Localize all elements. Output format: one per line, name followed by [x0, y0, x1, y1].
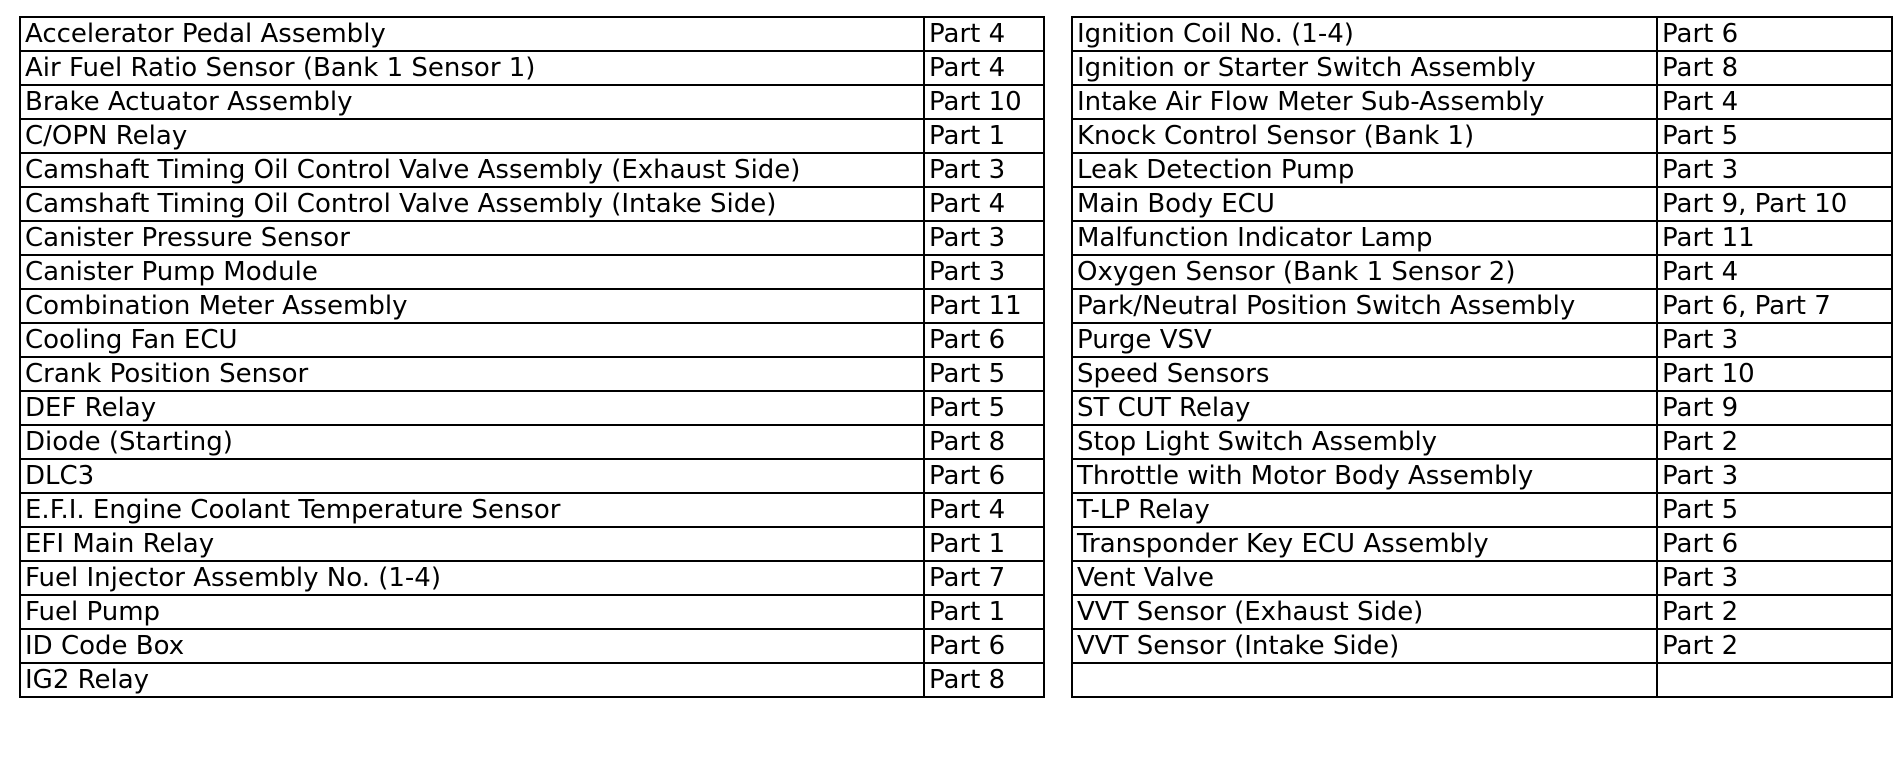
component-name-cell: DEF Relay [20, 391, 924, 425]
part-reference-cell: Part 8 [924, 663, 1044, 697]
table-row [20, 289, 1044, 323]
component-name-cell: Main Body ECU [1072, 187, 1657, 221]
right-table-body [1072, 17, 1892, 697]
part-reference-cell: Part 4 [924, 187, 1044, 221]
table-row [1072, 85, 1892, 119]
table-row [1072, 17, 1892, 51]
part-reference-cell: Part 4 [924, 493, 1044, 527]
table-row [20, 425, 1044, 459]
part-reference-cell: Part 9, Part 10 [1657, 187, 1892, 221]
part-reference-cell: Part 11 [1657, 221, 1892, 255]
component-name-cell: Oxygen Sensor (Bank 1 Sensor 2) [1072, 255, 1657, 289]
part-reference-cell: Part 5 [924, 357, 1044, 391]
part-reference-cell: Part 3 [1657, 459, 1892, 493]
part-reference-cell: Part 1 [924, 595, 1044, 629]
table-row [1072, 119, 1892, 153]
left-parts-table [19, 16, 1045, 698]
component-name-cell: Park/Neutral Position Switch Assembly [1072, 289, 1657, 323]
left-table-body [20, 17, 1044, 697]
part-reference-cell: Part 8 [924, 425, 1044, 459]
table-row [1072, 629, 1892, 663]
component-name-cell: VVT Sensor (Exhaust Side) [1072, 595, 1657, 629]
component-name-cell: Fuel Injector Assembly No. (1-4) [20, 561, 924, 595]
part-reference-cell [1657, 663, 1892, 697]
table-row [1072, 289, 1892, 323]
component-name-cell: Intake Air Flow Meter Sub-Assembly [1072, 85, 1657, 119]
component-name-cell: Combination Meter Assembly [20, 289, 924, 323]
component-name-cell: Diode (Starting) [20, 425, 924, 459]
table-row [1072, 357, 1892, 391]
component-name-cell: ID Code Box [20, 629, 924, 663]
component-name-cell: Canister Pressure Sensor [20, 221, 924, 255]
part-reference-cell: Part 9 [1657, 391, 1892, 425]
component-name-cell: Malfunction Indicator Lamp [1072, 221, 1657, 255]
component-name-cell: Speed Sensors [1072, 357, 1657, 391]
component-name-cell: Ignition Coil No. (1-4) [1072, 17, 1657, 51]
part-reference-cell: Part 6 [924, 459, 1044, 493]
part-reference-cell: Part 4 [1657, 255, 1892, 289]
component-name-cell: Brake Actuator Assembly [20, 85, 924, 119]
part-reference-cell: Part 5 [1657, 493, 1892, 527]
table-row [1072, 493, 1892, 527]
part-reference-cell: Part 2 [1657, 629, 1892, 663]
component-name-cell: Air Fuel Ratio Sensor (Bank 1 Sensor 1) [20, 51, 924, 85]
table-row [1072, 187, 1892, 221]
table-row [20, 629, 1044, 663]
table-row [20, 221, 1044, 255]
table-row [20, 527, 1044, 561]
component-name-cell: C/OPN Relay [20, 119, 924, 153]
table-row [1072, 425, 1892, 459]
component-name-cell: Camshaft Timing Oil Control Valve Assembly (Intake Side) [20, 187, 924, 221]
right-parts-table [1071, 16, 1893, 698]
table-row [20, 255, 1044, 289]
table-row [20, 51, 1044, 85]
part-reference-cell: Part 8 [1657, 51, 1892, 85]
part-reference-cell: Part 6 [1657, 17, 1892, 51]
part-reference-cell: Part 6 [924, 323, 1044, 357]
component-name-cell: Fuel Pump [20, 595, 924, 629]
part-reference-cell: Part 2 [1657, 425, 1892, 459]
table-row [1072, 221, 1892, 255]
part-reference-cell: Part 11 [924, 289, 1044, 323]
component-name-cell: ST CUT Relay [1072, 391, 1657, 425]
part-reference-cell: Part 3 [1657, 153, 1892, 187]
component-name-cell: EFI Main Relay [20, 527, 924, 561]
part-reference-cell: Part 3 [1657, 561, 1892, 595]
table-row [20, 357, 1044, 391]
component-name-cell: Crank Position Sensor [20, 357, 924, 391]
table-row [1072, 51, 1892, 85]
part-reference-cell: Part 4 [924, 51, 1044, 85]
part-reference-cell: Part 3 [924, 153, 1044, 187]
component-name-cell: T-LP Relay [1072, 493, 1657, 527]
part-reference-cell: Part 4 [924, 17, 1044, 51]
part-reference-cell: Part 7 [924, 561, 1044, 595]
table-row [20, 391, 1044, 425]
part-reference-cell: Part 2 [1657, 595, 1892, 629]
component-name-cell: Camshaft Timing Oil Control Valve Assembly (Exhaust Side) [20, 153, 924, 187]
part-reference-cell: Part 5 [1657, 119, 1892, 153]
part-reference-cell: Part 3 [924, 221, 1044, 255]
part-reference-cell: Part 6, Part 7 [1657, 289, 1892, 323]
table-row [20, 561, 1044, 595]
component-name-cell: Purge VSV [1072, 323, 1657, 357]
component-name-cell: Canister Pump Module [20, 255, 924, 289]
component-name-cell: E.F.I. Engine Coolant Temperature Sensor [20, 493, 924, 527]
component-name-cell [1072, 663, 1657, 697]
table-row [20, 17, 1044, 51]
component-name-cell: Throttle with Motor Body Assembly [1072, 459, 1657, 493]
component-name-cell: DLC3 [20, 459, 924, 493]
table-row [20, 119, 1044, 153]
component-name-cell: IG2 Relay [20, 663, 924, 697]
table-row [20, 85, 1044, 119]
table-row [1072, 663, 1892, 697]
table-row [1072, 391, 1892, 425]
table-row [20, 493, 1044, 527]
component-name-cell: Accelerator Pedal Assembly [20, 17, 924, 51]
part-reference-cell: Part 6 [924, 629, 1044, 663]
table-row [1072, 153, 1892, 187]
table-row [1072, 323, 1892, 357]
table-row [20, 595, 1044, 629]
table-row [20, 153, 1044, 187]
table-row [1072, 561, 1892, 595]
table-row [20, 663, 1044, 697]
part-reference-cell: Part 10 [924, 85, 1044, 119]
table-row [1072, 527, 1892, 561]
table-row [20, 459, 1044, 493]
component-name-cell: VVT Sensor (Intake Side) [1072, 629, 1657, 663]
table-row [1072, 459, 1892, 493]
component-name-cell: Cooling Fan ECU [20, 323, 924, 357]
component-name-cell: Knock Control Sensor (Bank 1) [1072, 119, 1657, 153]
part-reference-cell: Part 1 [924, 527, 1044, 561]
table-row [20, 187, 1044, 221]
part-reference-cell: Part 10 [1657, 357, 1892, 391]
part-reference-cell: Part 5 [924, 391, 1044, 425]
component-name-cell: Ignition or Starter Switch Assembly [1072, 51, 1657, 85]
component-name-cell: Leak Detection Pump [1072, 153, 1657, 187]
part-reference-cell: Part 1 [924, 119, 1044, 153]
table-row [20, 323, 1044, 357]
component-name-cell: Stop Light Switch Assembly [1072, 425, 1657, 459]
part-reference-cell: Part 6 [1657, 527, 1892, 561]
component-name-cell: Vent Valve [1072, 561, 1657, 595]
component-name-cell: Transponder Key ECU Assembly [1072, 527, 1657, 561]
part-reference-cell: Part 3 [1657, 323, 1892, 357]
table-row [1072, 595, 1892, 629]
part-reference-cell: Part 3 [924, 255, 1044, 289]
table-row [1072, 255, 1892, 289]
part-reference-cell: Part 4 [1657, 85, 1892, 119]
